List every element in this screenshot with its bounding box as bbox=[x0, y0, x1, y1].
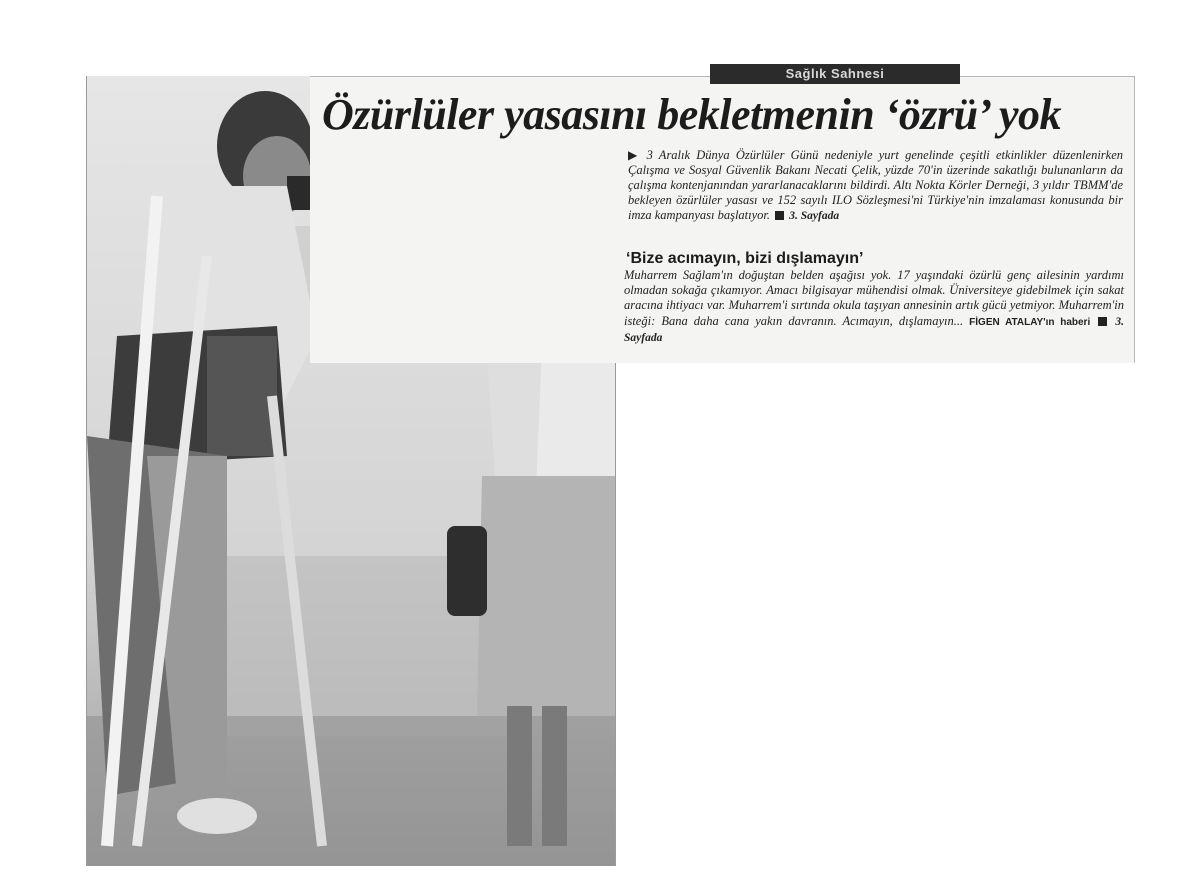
lead-text: 3 Aralık Dünya Özürlüler Günü nedeniyle yurt genelinde çeşitli etkinlikler düzenlenirken Çalışma ve Sosyal Güvenlik Bakanı Necati Çelik, yüzde 70'in üzerinde sakatlığı bulunanların da çalışma kontenjanından yararlanacaklarını bildirdi. Altı Nokta Körler Derneği, 3 yıldır TBMM'de bekleyen özürlüler yasası ve 152 sayılı ILO Sözleşmesi'ni Türkiye'nin imzalaması konusunda bir imza kampanyası başlatıyor. bbox=[628, 148, 1124, 222]
lead-page-ref: 3. Sayfada bbox=[789, 210, 840, 222]
headline: Özürlüler yasasını bekletmenin ‘özrü’ yok bbox=[322, 90, 1061, 139]
lead-paragraph bbox=[628, 148, 1123, 224]
play-arrow-icon: ▶ bbox=[628, 148, 641, 162]
story-page-ref: 3. Sayfada bbox=[624, 315, 1125, 344]
section-tab-label: Sağlık Sahnesi bbox=[785, 66, 885, 81]
story-byline: FİGEN ATALAY'ın haberi bbox=[969, 316, 1091, 328]
subheadline: ‘Bize acımayın, bizi dışlamayın’ bbox=[626, 250, 864, 267]
section-tab bbox=[710, 64, 960, 84]
story-paragraph bbox=[624, 268, 1124, 346]
story-text: Muharrem Sağlam'ın doğuştan belden aşağısı yok. 17 yaşındaki özürlü genç ailesinin yardımı olmadan sokağa çıkamıyor. Amacı bilgisayar mühendisi olmak. Üniversiteye gidebilmek için sakat aracına ihtiyacı var. Muharrem'i sırtında okula taşıyan annesinin artık gücü yetmiyor. Muharrem'in isteği: Bana daha cana yakın davranın. Acımayın, dışlamayın... bbox=[624, 268, 1124, 328]
square-bullet-icon bbox=[1098, 317, 1107, 326]
square-bullet-icon bbox=[775, 211, 784, 220]
